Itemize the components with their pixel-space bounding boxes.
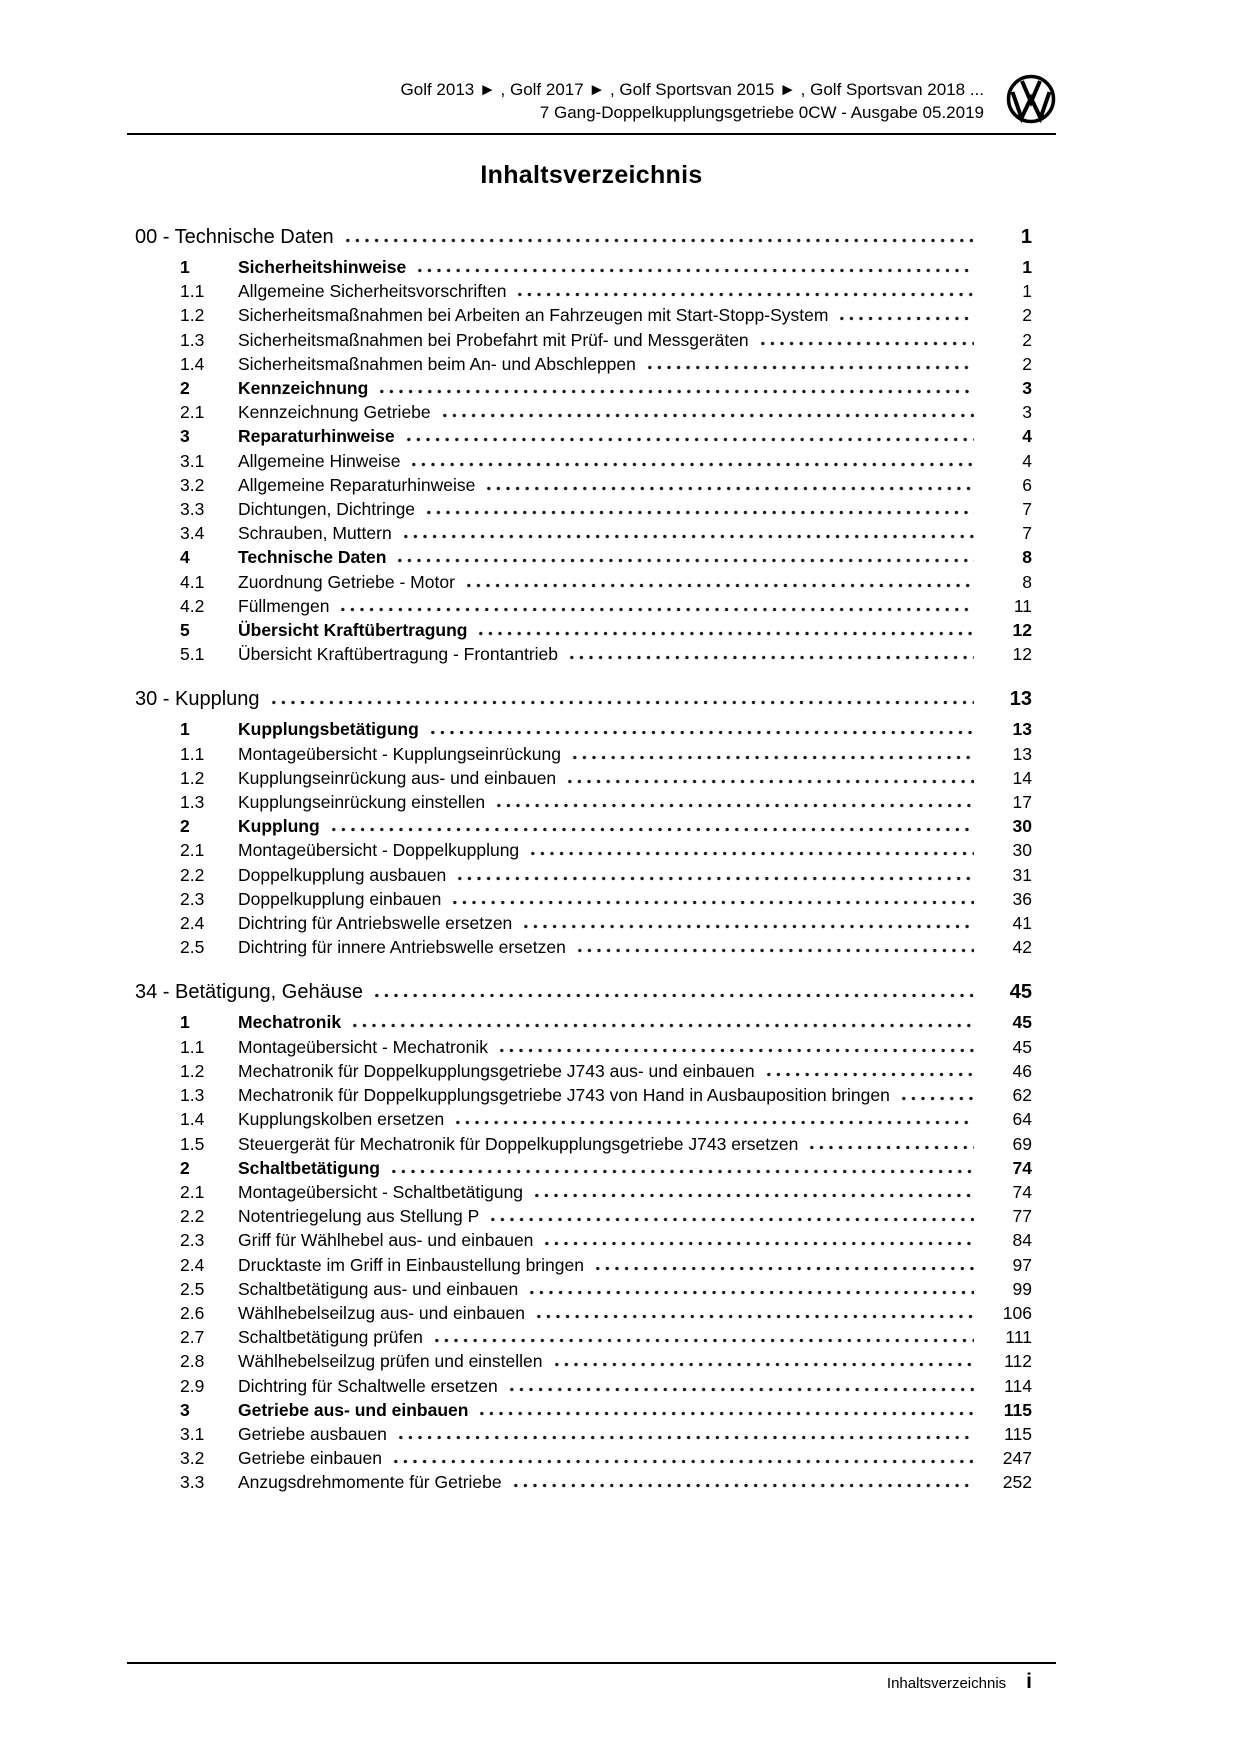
- toc-section-page: 45: [1012, 1012, 1032, 1033]
- dot-leader: [497, 1040, 974, 1053]
- toc-section-row[interactable]: [127, 642, 1032, 666]
- toc-section-row[interactable]: [127, 790, 1032, 814]
- toc-section-page: 114: [1004, 1375, 1032, 1396]
- toc-section-number: 3.2: [180, 474, 205, 495]
- toc-section-number: 1.2: [180, 305, 205, 326]
- toc-section-label: Getriebe aus- und einbauen: [238, 1399, 469, 1420]
- toc-section-number: 3: [180, 426, 190, 447]
- dot-leader: [575, 940, 974, 953]
- toc-section-page: 7: [1022, 523, 1032, 544]
- dot-leader: [409, 454, 974, 467]
- toc-section-page: 12: [1012, 620, 1032, 641]
- toc-section-label: Dichtring für Schaltwelle ersetzen: [238, 1375, 498, 1396]
- dot-leader: [837, 308, 974, 321]
- dot-leader: [389, 1161, 974, 1174]
- toc-section-label: Montageübersicht - Doppelkupplung: [238, 840, 520, 861]
- toc-section-row[interactable]: [127, 376, 1032, 400]
- toc-section-row[interactable]: [127, 838, 1032, 862]
- toc-section-label: Schaltbetätigung aus- und einbauen: [238, 1278, 519, 1299]
- toc-section-number: 1.3: [180, 329, 205, 350]
- toc-section-page: 14: [1012, 767, 1032, 788]
- dot-leader: [570, 747, 974, 760]
- toc-section-row[interactable]: [127, 766, 1032, 790]
- dot-leader: [758, 333, 974, 346]
- toc-section-row[interactable]: [127, 1156, 1032, 1180]
- toc-chapter-label: 34 - Betätigung, Gehäuse: [135, 981, 363, 1004]
- footer-page-number: i: [1026, 1670, 1032, 1693]
- toc-section-row[interactable]: [127, 1349, 1032, 1373]
- toc-section-row[interactable]: [127, 1107, 1032, 1131]
- toc-section-label: Dichtring für innere Antriebswelle ersetzen: [238, 937, 566, 958]
- toc-section-number: 1.3: [180, 792, 205, 813]
- toc-section-page: 2: [1022, 353, 1032, 374]
- footer-label: Inhaltsverzeichnis: [886, 1675, 1007, 1692]
- toc-section-row[interactable]: [127, 594, 1032, 618]
- toc-section-number: 2.9: [180, 1375, 205, 1396]
- toc-section-number: 2.2: [180, 864, 205, 885]
- toc-section-label: Schrauben, Muttern: [238, 523, 392, 544]
- toc-section-page: 2: [1022, 329, 1032, 350]
- toc-section-label: Wählhebelseilzug aus- und einbauen: [238, 1302, 526, 1323]
- toc-section-label: Übersicht Kraftübertragung - Frontantrieb: [238, 644, 559, 665]
- dot-leader: [428, 722, 974, 735]
- dot-leader: [455, 868, 974, 881]
- toc-section-number: 2.6: [180, 1302, 205, 1323]
- toc-section-row[interactable]: [127, 400, 1032, 424]
- dot-leader: [764, 1064, 974, 1077]
- toc-section-label: Sicherheitsmaßnahmen bei Arbeiten an Fahrzeugen mit Start-Stopp-System: [238, 305, 829, 326]
- dot-leader: [542, 1233, 974, 1246]
- toc: [127, 224, 1056, 1495]
- toc-section-label: Mechatronik: [238, 1012, 342, 1033]
- toc-section-page: 115: [1003, 1399, 1032, 1420]
- toc-section-number: 1.1: [180, 1036, 205, 1057]
- toc-section-page: 13: [1012, 719, 1032, 740]
- toc-section-number: 3.2: [180, 1448, 205, 1469]
- toc-section-label: Füllmengen: [238, 595, 330, 616]
- dot-leader: [807, 1137, 974, 1150]
- toc-section-row[interactable]: [127, 935, 1032, 959]
- dot-leader: [565, 771, 974, 784]
- toc-section-page: 99: [1012, 1278, 1032, 1299]
- toc-section-number: 2.1: [180, 402, 205, 423]
- toc-section-label: Zuordnung Getriebe - Motor: [238, 571, 455, 592]
- toc-section-page: 62: [1012, 1085, 1032, 1106]
- toc-section-label: Mechatronik für Doppelkupplungsgetriebe J743 von Hand in Ausbauposition bringen: [238, 1085, 890, 1106]
- toc-section-row[interactable]: [127, 424, 1032, 448]
- toc-section-number: 5: [180, 620, 190, 641]
- dot-leader: [593, 1258, 974, 1271]
- toc-section-number: 3.4: [180, 523, 205, 544]
- toc-section-row[interactable]: [127, 497, 1032, 521]
- toc-section-page: 97: [1012, 1254, 1032, 1275]
- toc-section-page: 8: [1022, 571, 1032, 592]
- toc-section-label: Kupplungseinrückung einstellen: [238, 792, 486, 813]
- dot-leader: [899, 1088, 974, 1101]
- dot-leader: [507, 1379, 974, 1392]
- toc-section-page: 30: [1012, 816, 1032, 837]
- dot-leader: [372, 985, 974, 998]
- toc-section-page: 106: [1002, 1302, 1032, 1323]
- toc-section-label: Sicherheitshinweise: [238, 257, 407, 277]
- dot-leader: [440, 405, 974, 418]
- toc-section-page: 11: [1013, 595, 1032, 616]
- toc-section-row[interactable]: [127, 863, 1032, 887]
- dot-leader: [343, 230, 974, 243]
- toc-section-number: 1: [180, 1012, 190, 1033]
- toc-section-row[interactable]: [127, 328, 1032, 352]
- toc-section-number: 2.3: [180, 888, 205, 909]
- toc-section-row[interactable]: [127, 1180, 1032, 1204]
- dot-leader: [377, 381, 974, 394]
- toc-section-label: Montageübersicht - Mechatronik: [238, 1036, 488, 1057]
- dot-leader: [645, 357, 974, 370]
- toc-section-label: Montageübersicht - Schaltbetätigung: [238, 1181, 524, 1202]
- toc-section-page: 115: [1004, 1423, 1032, 1444]
- toc-section-row[interactable]: [127, 545, 1032, 569]
- toc-chapter-row[interactable]: [127, 686, 1032, 712]
- toc-section-number: 2.7: [180, 1327, 205, 1348]
- page-header: [127, 0, 1056, 124]
- toc-section-number: 2.1: [180, 840, 205, 861]
- toc-section-page: 4: [1022, 450, 1032, 471]
- toc-section-number: 3.1: [180, 1423, 205, 1444]
- toc-section-row[interactable]: [127, 742, 1032, 766]
- dot-leader: [269, 692, 974, 705]
- toc-section-label: Technische Daten: [238, 547, 387, 568]
- toc-section-page: 69: [1012, 1133, 1032, 1154]
- toc-section-row[interactable]: [127, 1035, 1032, 1059]
- toc-section-label: Kupplungskolben ersetzen: [238, 1109, 445, 1130]
- toc-section-row[interactable]: [127, 1325, 1032, 1349]
- toc-section-page: 17: [1012, 792, 1032, 813]
- dot-leader: [477, 1403, 974, 1416]
- toc-section-number: 3.1: [180, 450, 205, 471]
- dot-leader: [488, 1209, 974, 1222]
- toc-section-label: Montageübersicht - Kupplungseinrückung: [238, 743, 561, 764]
- toc-section-page: 36: [1012, 888, 1032, 909]
- toc-section-page: 112: [1004, 1351, 1032, 1372]
- toc-section-number: 2.8: [180, 1351, 205, 1372]
- toc-section-row[interactable]: [127, 1010, 1032, 1034]
- dot-leader: [476, 623, 974, 636]
- toc-section-page: 8: [1022, 547, 1032, 568]
- toc-section-row[interactable]: [127, 911, 1032, 935]
- page-footer: [127, 1662, 1056, 1694]
- dot-leader: [396, 1427, 974, 1440]
- toc-section-row[interactable]: [127, 1204, 1032, 1228]
- dot-leader: [515, 284, 974, 297]
- dot-leader: [527, 1282, 974, 1295]
- toc-section-label: Kupplungsbetätigung: [238, 719, 419, 740]
- dot-leader: [415, 260, 974, 273]
- toc-section-number: 2.5: [180, 937, 205, 958]
- toc-section-page: 74: [1012, 1157, 1032, 1178]
- toc-section-number: 1: [180, 257, 190, 277]
- toc-section-label: Doppelkupplung ausbauen: [238, 864, 447, 885]
- toc-section-row[interactable]: [127, 449, 1032, 473]
- toc-section-number: 3: [180, 1399, 190, 1420]
- toc-section-page: 3: [1022, 402, 1032, 423]
- toc-section-label: Steuergerät für Mechatronik für Doppelkupplungsgetriebe J743 ersetzen: [238, 1133, 799, 1154]
- toc-section-number: 2.1: [180, 1181, 205, 1202]
- toc-section-row[interactable]: [127, 1374, 1032, 1398]
- toc-section-number: 2.4: [180, 913, 205, 934]
- toc-section-number: 4.2: [180, 595, 205, 616]
- toc-section-row[interactable]: [127, 303, 1032, 327]
- toc-section-label: Sicherheitsmaßnahmen bei Probefahrt mit Prüf- und Messgeräten: [238, 329, 749, 350]
- toc-section-number: 5.1: [180, 644, 205, 665]
- toc-section-label: Kennzeichnung: [238, 378, 369, 399]
- toc-section-label: Getriebe ausbauen: [238, 1423, 387, 1444]
- dot-leader: [521, 916, 974, 929]
- toc-section-label: Allgemeine Hinweise: [238, 450, 401, 471]
- dot-leader: [453, 1112, 974, 1125]
- toc-section-label: Dichtring für Antriebswelle ersetzen: [238, 913, 513, 934]
- toc-section-number: 2.3: [180, 1230, 205, 1251]
- toc-section-page: 7: [1022, 499, 1032, 520]
- toc-section-number: 3.3: [180, 1472, 205, 1493]
- toc-chapter-page: 13: [1009, 688, 1032, 711]
- toc-section-row[interactable]: [127, 352, 1032, 376]
- dot-leader: [528, 843, 974, 856]
- toc-section-label: Übersicht Kraftübertragung: [238, 620, 468, 641]
- toc-section-label: Sicherheitsmaßnahmen beim An- und Abschleppen: [238, 353, 636, 374]
- toc-section-number: 2.4: [180, 1254, 205, 1275]
- toc-section-number: 2: [180, 1157, 190, 1178]
- toc-section-label: Schaltbetätigung prüfen: [238, 1327, 423, 1348]
- toc-section-number: 4: [180, 547, 190, 568]
- dot-leader: [567, 647, 974, 660]
- toc-section-row[interactable]: [127, 717, 1032, 741]
- dot-leader: [511, 1475, 974, 1488]
- toc-section-number: 1.4: [180, 1109, 205, 1130]
- toc-section-label: Kennzeichnung Getriebe: [238, 402, 431, 423]
- dot-leader: [329, 819, 974, 832]
- toc-section-label: Doppelkupplung einbauen: [238, 888, 442, 909]
- toc-section-page: 1: [1022, 281, 1032, 302]
- header-models-line: Golf 2013 ► , Golf 2017 ► , Golf Sportsvan 2015 ► , Golf Sportsvan 2018 ...: [400, 80, 984, 99]
- toc-section-row[interactable]: [127, 887, 1032, 911]
- toc-section-row[interactable]: [127, 1301, 1032, 1325]
- dot-leader: [338, 599, 974, 612]
- toc-section-label: Schaltbetätigung: [238, 1157, 380, 1178]
- toc-section-page: 12: [1012, 644, 1032, 665]
- toc-section-row[interactable]: [127, 279, 1032, 303]
- toc-section-row[interactable]: [127, 570, 1032, 594]
- toc-section-page: 6: [1022, 474, 1032, 495]
- toc-section-page: 30: [1012, 840, 1032, 861]
- toc-section-page: 252: [1002, 1472, 1032, 1493]
- toc-section-number: 3.3: [180, 499, 205, 520]
- toc-section-label: Mechatronik für Doppelkupplungsgetriebe J743 aus- und einbauen: [238, 1060, 755, 1081]
- dot-leader: [391, 1451, 974, 1464]
- toc-chapter-page: 45: [1009, 981, 1032, 1004]
- dot-leader: [532, 1185, 974, 1198]
- toc-section-row[interactable]: [127, 1398, 1032, 1422]
- toc-section-row[interactable]: [127, 1277, 1032, 1301]
- toc-section-label: Notentriegelung aus Stellung P: [238, 1206, 480, 1227]
- toc-section-label: Kupplung: [238, 816, 320, 837]
- vw-logo-icon: [1006, 74, 1056, 124]
- toc-section-number: 1.1: [180, 281, 205, 302]
- toc-section-page: 42: [1012, 937, 1032, 958]
- toc-section-row[interactable]: [127, 1470, 1032, 1494]
- dot-leader: [450, 892, 974, 905]
- dot-leader: [494, 795, 974, 808]
- toc-section-label: Drucktaste im Griff in Einbaustellung bringen: [238, 1254, 584, 1275]
- page-title: Inhaltsverzeichnis: [480, 161, 703, 189]
- toc-section-label: Griff für Wählhebel aus- und einbauen: [238, 1230, 534, 1251]
- toc-section-page: 13: [1012, 743, 1032, 764]
- header-rule: [127, 133, 1056, 135]
- toc-section-page: 1: [1022, 257, 1032, 277]
- toc-section-number: 1.2: [180, 1060, 205, 1081]
- toc-section-row[interactable]: [127, 618, 1032, 642]
- toc-section-number: 2: [180, 378, 190, 399]
- toc-chapter-label: 30 - Kupplung: [135, 688, 260, 711]
- toc-chapter-page: 1: [1020, 226, 1032, 248]
- toc-section-page: 74: [1012, 1181, 1032, 1202]
- toc-section-row[interactable]: [127, 1422, 1032, 1446]
- dot-leader: [401, 526, 974, 539]
- toc-section-page: 46: [1012, 1060, 1032, 1081]
- toc-section-number: 1.3: [180, 1085, 205, 1106]
- toc-section-number: 1.1: [180, 743, 205, 764]
- toc-section-row[interactable]: [127, 521, 1032, 545]
- toc-section-number: 1.5: [180, 1133, 205, 1154]
- toc-section-number: 1: [180, 719, 190, 740]
- dot-leader: [484, 478, 974, 491]
- toc-section-row[interactable]: [127, 255, 1032, 279]
- toc-section-page: 45: [1012, 1036, 1032, 1057]
- toc-chapter-label: 00 - Technische Daten: [135, 226, 334, 248]
- dot-leader: [395, 550, 974, 563]
- toc-section-number: 2.2: [180, 1206, 205, 1227]
- toc-section-row[interactable]: [127, 814, 1032, 838]
- toc-section-row[interactable]: [127, 1083, 1032, 1107]
- toc-section-page: 247: [1002, 1448, 1032, 1469]
- toc-section-label: Getriebe einbauen: [238, 1448, 382, 1469]
- toc-section-row[interactable]: [127, 1253, 1032, 1277]
- toc-chapter-row[interactable]: [127, 224, 1032, 250]
- toc-section-label: Allgemeine Reparaturhinweise: [238, 474, 476, 495]
- toc-section-page: 3: [1022, 378, 1032, 399]
- dot-leader: [350, 1015, 974, 1028]
- toc-section-page: 64: [1012, 1109, 1032, 1130]
- toc-section-page: 31: [1012, 864, 1032, 885]
- dot-leader: [404, 429, 974, 442]
- toc-section-number: 1.2: [180, 767, 205, 788]
- header-text: [401, 78, 984, 124]
- toc-section-page: 2: [1022, 305, 1032, 326]
- toc-section-row[interactable]: [127, 473, 1032, 497]
- header-manual-line: 7 Gang-Doppelkupplungsgetriebe 0CW - Ausgabe 05.2019: [539, 103, 984, 122]
- toc-section-label: Dichtungen, Dichtringe: [238, 499, 416, 520]
- toc-section-row[interactable]: [127, 1059, 1032, 1083]
- dot-leader: [424, 502, 974, 515]
- toc-section-page: 111: [1005, 1327, 1032, 1348]
- toc-section-label: Anzugsdrehmomente für Getriebe: [238, 1472, 502, 1493]
- toc-section-page: 77: [1012, 1206, 1032, 1227]
- dot-leader: [534, 1306, 974, 1319]
- toc-section-page: 84: [1012, 1230, 1032, 1251]
- toc-section-row[interactable]: [127, 1446, 1032, 1470]
- toc-section-number: 1.4: [180, 353, 205, 374]
- toc-section-label: Wählhebelseilzug prüfen und einstellen: [238, 1351, 543, 1372]
- toc-section-label: Kupplungseinrückung aus- und einbauen: [238, 767, 557, 788]
- toc-section-number: 4.1: [180, 571, 205, 592]
- dot-leader: [432, 1330, 974, 1343]
- toc-chapter-row[interactable]: [127, 979, 1032, 1005]
- toc-section-page: 41: [1012, 913, 1032, 934]
- toc-section-number: 2.5: [180, 1278, 205, 1299]
- toc-section-page: 4: [1022, 426, 1032, 447]
- toc-section-number: 2: [180, 816, 190, 837]
- dot-leader: [552, 1354, 974, 1367]
- toc-section-row[interactable]: [127, 1132, 1032, 1156]
- dot-leader: [464, 575, 974, 588]
- toc-section-row[interactable]: [127, 1228, 1032, 1252]
- toc-section-label: Allgemeine Sicherheitsvorschriften: [238, 281, 507, 302]
- toc-section-label: Reparaturhinweise: [238, 426, 395, 447]
